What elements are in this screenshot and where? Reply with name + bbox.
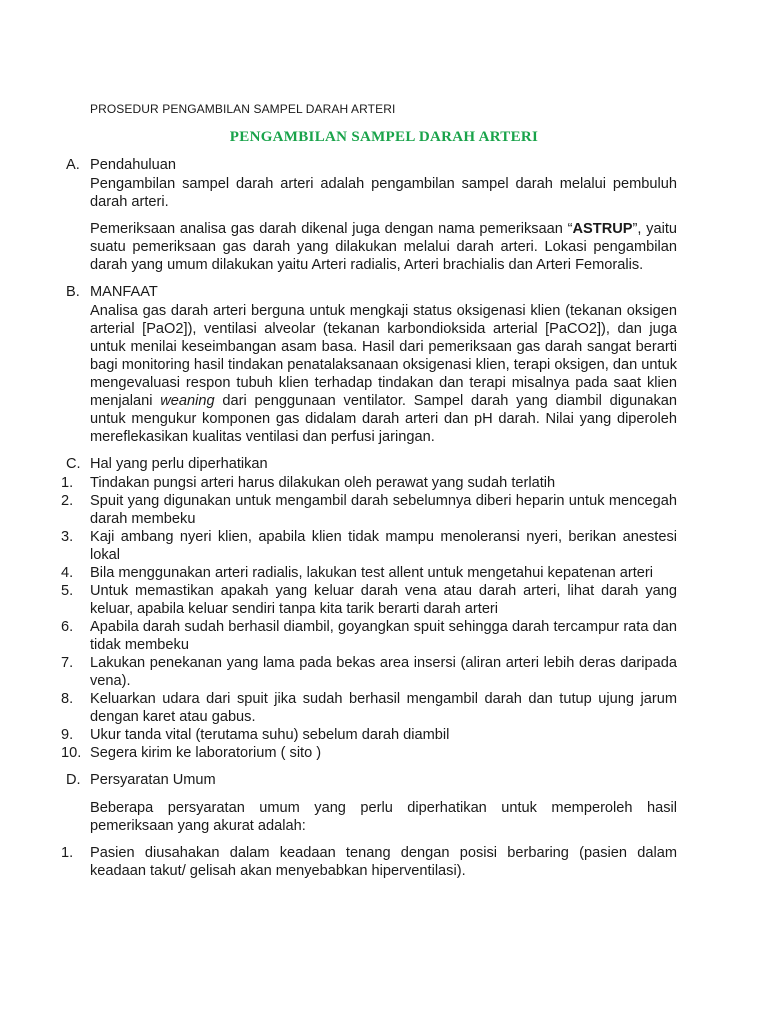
section-d-paragraph: Beberapa persyaratan umum yang perlu diperhatikan untuk memperoleh hasil pemeriksaan yang akurat adalah: — [90, 800, 677, 834]
list-number: 5. — [61, 583, 74, 599]
section-a-marker: A. — [66, 157, 80, 173]
list-text: Tindakan pungsi arteri harus dilakukan oleh perawat yang sudah terlatih — [90, 475, 556, 491]
list-text: Untuk memastikan apakah yang keluar darah vena atau darah arteri, lihat darah yang keluar, apabila keluar sendiri tanpa kita tarik berarti darah arteri — [90, 583, 677, 617]
document-body — [0, 156, 768, 880]
list-item — [0, 564, 677, 582]
section-a-paragraph-2 — [90, 220, 677, 274]
list-text: Ukur tanda vital (terutama suhu) sebelum darah diambil — [90, 727, 450, 743]
section-c-list — [0, 474, 768, 762]
list-item — [0, 690, 677, 726]
list-item — [0, 744, 677, 762]
section-a-heading — [0, 156, 768, 175]
section-c-heading — [0, 455, 768, 474]
list-text: Keluarkan udara dari spuit jika sudah berhasil mengambil darah dan tutup ujung jarum dengan karet atau gabus. — [90, 691, 677, 725]
list-number: 4. — [61, 565, 74, 581]
list-number: 6. — [61, 619, 74, 635]
section-b-heading — [0, 283, 768, 302]
list-text: Bila menggunakan arteri radialis, lakukan test allent untuk mengetahui kepatenan arteri — [90, 565, 654, 581]
section-b-paragraph — [90, 302, 677, 446]
section-c-title: Hal yang perlu diperhatikan — [90, 456, 268, 472]
list-number: 8. — [61, 691, 74, 707]
list-item — [0, 726, 677, 744]
list-text: Lakukan penekanan yang lama pada bekas area insersi (aliran arteri lebih deras daripada vena). — [90, 655, 677, 689]
list-text: Segera kirim ke laboratorium ( sito ) — [90, 745, 322, 761]
section-a-title: Pendahuluan — [90, 157, 177, 173]
section-a-paragraph-2-end: ”, yaitu suatu pemeriksaan gas darah yang dilakukan melalui darah arteri. Lokasi pengambilan darah yang umum dilakukan yaitu Arteri radialis, Arteri brachialis dan Arteri Femoralis. — [90, 221, 677, 273]
list-number: 1. — [61, 475, 74, 491]
list-item — [0, 654, 677, 690]
section-a-paragraph-1: Pengambilan sampel darah arteri adalah pengambilan sampel darah melalui pembuluh darah arteri. — [90, 176, 677, 210]
list-item — [0, 528, 677, 564]
list-number: 7. — [61, 655, 74, 671]
list-number: 9. — [61, 727, 74, 743]
list-item — [0, 474, 677, 492]
list-item — [0, 582, 677, 618]
section-d-marker: D. — [66, 772, 81, 788]
section-a-paragraph-2-start: Pemeriksaan analisa gas darah dikenal juga dengan nama pemeriksaan “ — [90, 221, 573, 237]
weaning-term: weaning — [160, 393, 215, 409]
list-item — [0, 844, 677, 880]
list-item — [0, 492, 677, 528]
document-header: PROSEDUR PENGAMBILAN SAMPEL DARAH ARTERI — [90, 102, 396, 116]
list-number: 1. — [61, 845, 74, 861]
astrup-term: ASTRUP — [572, 221, 633, 237]
section-b-title: MANFAAT — [90, 284, 158, 300]
list-text: Kaji ambang nyeri klien, apabila klien tidak mampu menoleransi nyeri, berikan anestesi lokal — [90, 529, 677, 563]
list-text: Pasien diusahakan dalam keadaan tenang dengan posisi berbaring (pasien dalam keadaan takut/ gelisah akan menyebabkan hiperventilasi). — [90, 845, 677, 879]
list-number: 3. — [61, 529, 74, 545]
document-title: PENGAMBILAN SAMPEL DARAH ARTERI — [229, 129, 539, 145]
list-item — [0, 618, 677, 654]
section-d-heading — [0, 771, 768, 790]
section-b-marker: B. — [66, 284, 80, 300]
section-c-marker: C. — [66, 456, 81, 472]
list-text: Apabila darah sudah berhasil diambil, goyangkan spuit sehingga darah tercampur rata dan tidak membeku — [90, 619, 677, 653]
section-d-title: Persyaratan Umum — [90, 772, 216, 788]
section-d-list — [0, 844, 768, 880]
section-b-paragraph-start: Analisa gas darah arteri berguna untuk mengkaji status oksigenasi klien (tekanan oksigen arterial [PaO2]), ventilasi alveolar (tekanan karbondioksida arterial [PaCO2]), dan juga untuk menilai keseimbangan asam basa. Hasil dari pemeriksaan gas darah sangat berarti bagi monitoring hasil tindakan penatalaksanaan oksigenasi klien, terapi oksigen, dan untuk mengevaluasi respon tubuh klien terhadap tindakan dan terapi misalnya pada saat klien menjalani — [90, 303, 677, 409]
list-text: Spuit yang digunakan untuk mengambil darah sebelumnya diberi heparin untuk mencegah darah membeku — [90, 493, 677, 527]
list-number: 2. — [61, 493, 74, 509]
section-b-paragraph-end: dari penggunaan ventilator. Sampel darah yang diambil digunakan untuk mengukur komponen gas didalam darah arteri dan pH darah. Nilai yang diperoleh mereflekasikan kualitas ventilasi dan perfusi jaringan. — [90, 393, 677, 445]
list-number: 10. — [61, 745, 82, 761]
